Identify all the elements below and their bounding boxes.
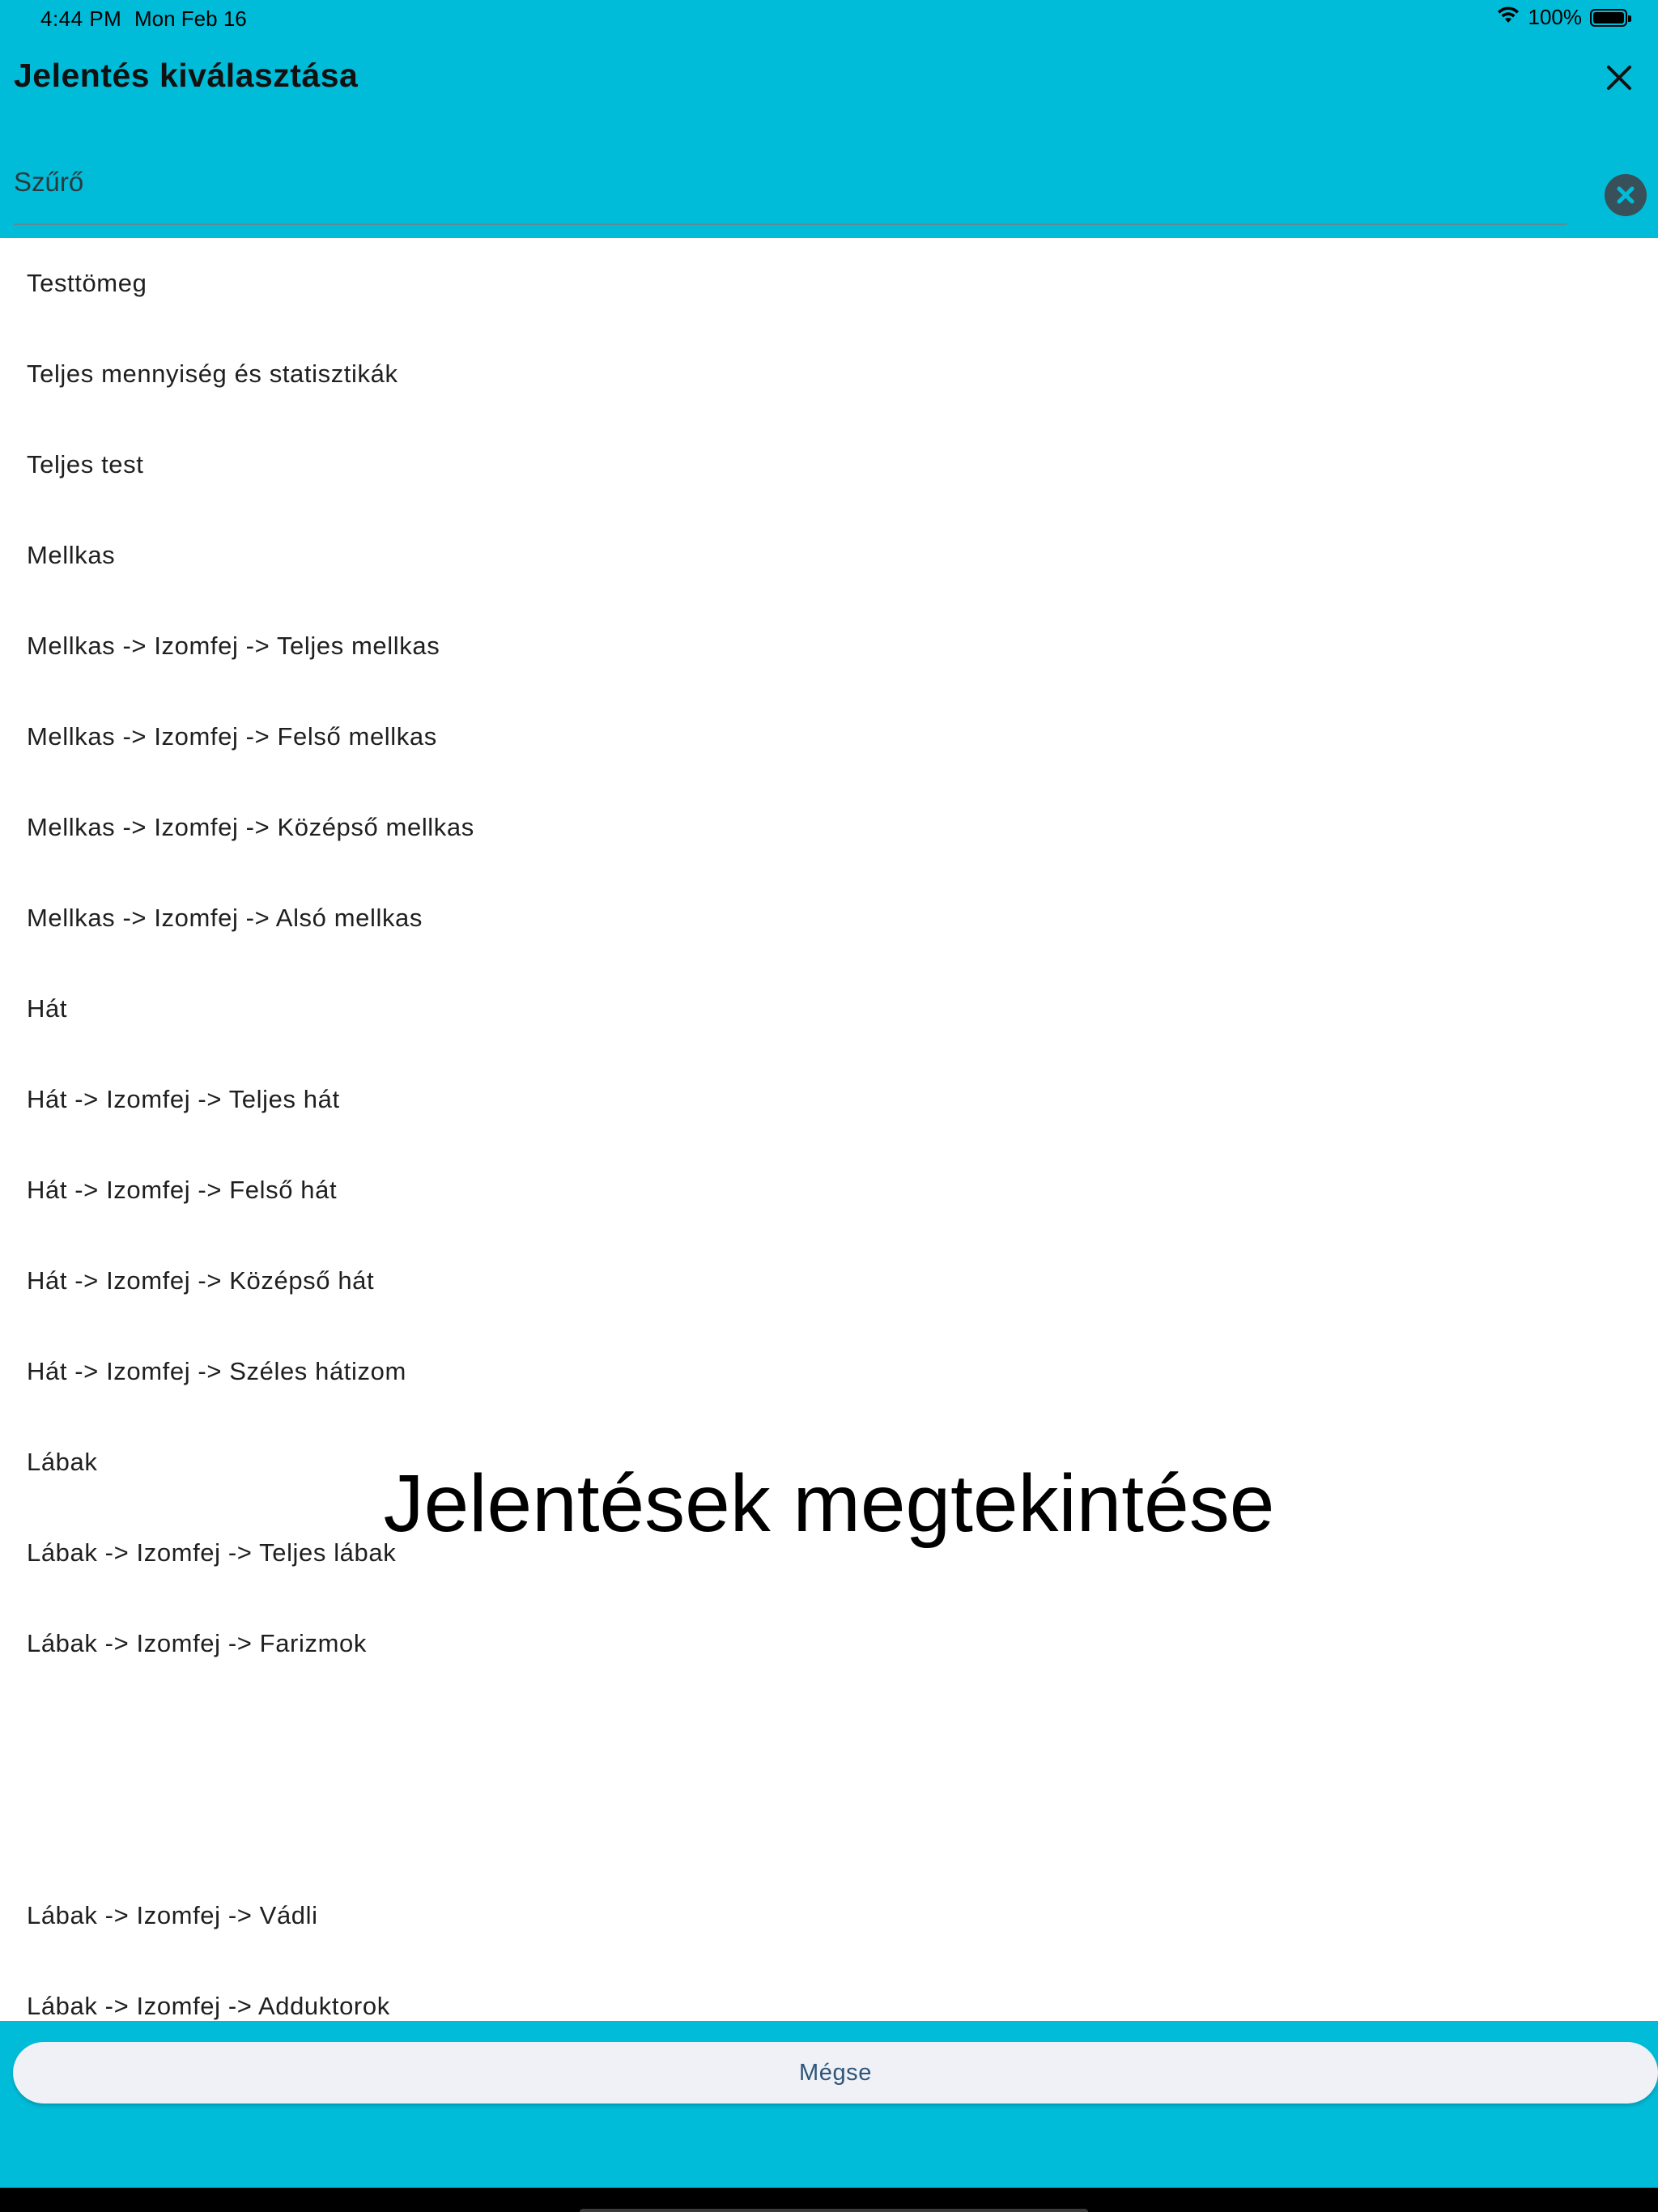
view-reports-overlay-title: Jelentések megtekintése bbox=[383, 1458, 1275, 1549]
filter-field bbox=[14, 160, 1567, 225]
list-item[interactable]: Mellkas -> Izomfej -> Felső mellkas bbox=[27, 722, 437, 751]
list-item[interactable]: Testtömeg bbox=[27, 269, 147, 297]
status-right bbox=[1496, 5, 1628, 30]
clear-filter-button[interactable] bbox=[1605, 174, 1647, 216]
page-title: Jelentés kiválasztása bbox=[14, 57, 359, 94]
list-item[interactable]: Hát bbox=[27, 994, 68, 1023]
clear-circle-icon bbox=[1615, 185, 1636, 206]
close-button[interactable] bbox=[1600, 58, 1639, 97]
filter-input[interactable] bbox=[14, 160, 1567, 222]
footer bbox=[0, 2021, 1658, 2188]
wifi-icon bbox=[1496, 5, 1520, 30]
list-item[interactable]: Mellkas -> Izomfej -> Középső mellkas bbox=[27, 813, 474, 841]
list-item[interactable]: Lábak bbox=[27, 1448, 98, 1476]
list-item[interactable]: Lábak -> Izomfej -> Vádli bbox=[27, 1901, 318, 1929]
list-item[interactable]: Teljes test bbox=[27, 450, 144, 479]
home-indicator[interactable] bbox=[580, 2209, 1088, 2212]
list-item[interactable]: Hát -> Izomfej -> Középső hát bbox=[27, 1266, 375, 1295]
list-item[interactable]: Lábak -> Izomfej -> Teljes lábak bbox=[27, 1538, 397, 1567]
list-item[interactable]: Mellkas bbox=[27, 541, 116, 569]
home-bar-area bbox=[0, 2188, 1658, 2212]
report-list bbox=[0, 238, 1658, 2021]
battery-percent: 100% bbox=[1528, 5, 1582, 29]
list-item[interactable]: Teljes mennyiség és statisztikák bbox=[27, 359, 398, 388]
status-time: 4:44 PM bbox=[40, 6, 122, 31]
status-bar bbox=[0, 0, 1658, 39]
list-item[interactable]: Hát -> Izomfej -> Teljes hát bbox=[27, 1085, 340, 1113]
list-item[interactable]: Lábak -> Izomfej -> Adduktorok bbox=[27, 1992, 390, 2020]
list-item[interactable]: Mellkas -> Izomfej -> Teljes mellkas bbox=[27, 632, 440, 660]
list-item[interactable]: Hát -> Izomfej -> Széles hátizom bbox=[27, 1357, 406, 1385]
cancel-button[interactable]: Mégse bbox=[13, 2042, 1658, 2104]
status-date: Mon Feb 16 bbox=[134, 6, 247, 31]
battery-tip bbox=[1628, 15, 1631, 22]
header bbox=[0, 39, 1658, 238]
close-icon bbox=[1605, 64, 1633, 91]
list-item[interactable]: Hát -> Izomfej -> Felső hát bbox=[27, 1176, 338, 1204]
list-item[interactable]: Mellkas -> Izomfej -> Alsó mellkas bbox=[27, 904, 423, 932]
list-item[interactable]: Lábak -> Izomfej -> Farizmok bbox=[27, 1629, 367, 1657]
battery-fill bbox=[1593, 12, 1624, 23]
battery-icon bbox=[1590, 9, 1627, 27]
